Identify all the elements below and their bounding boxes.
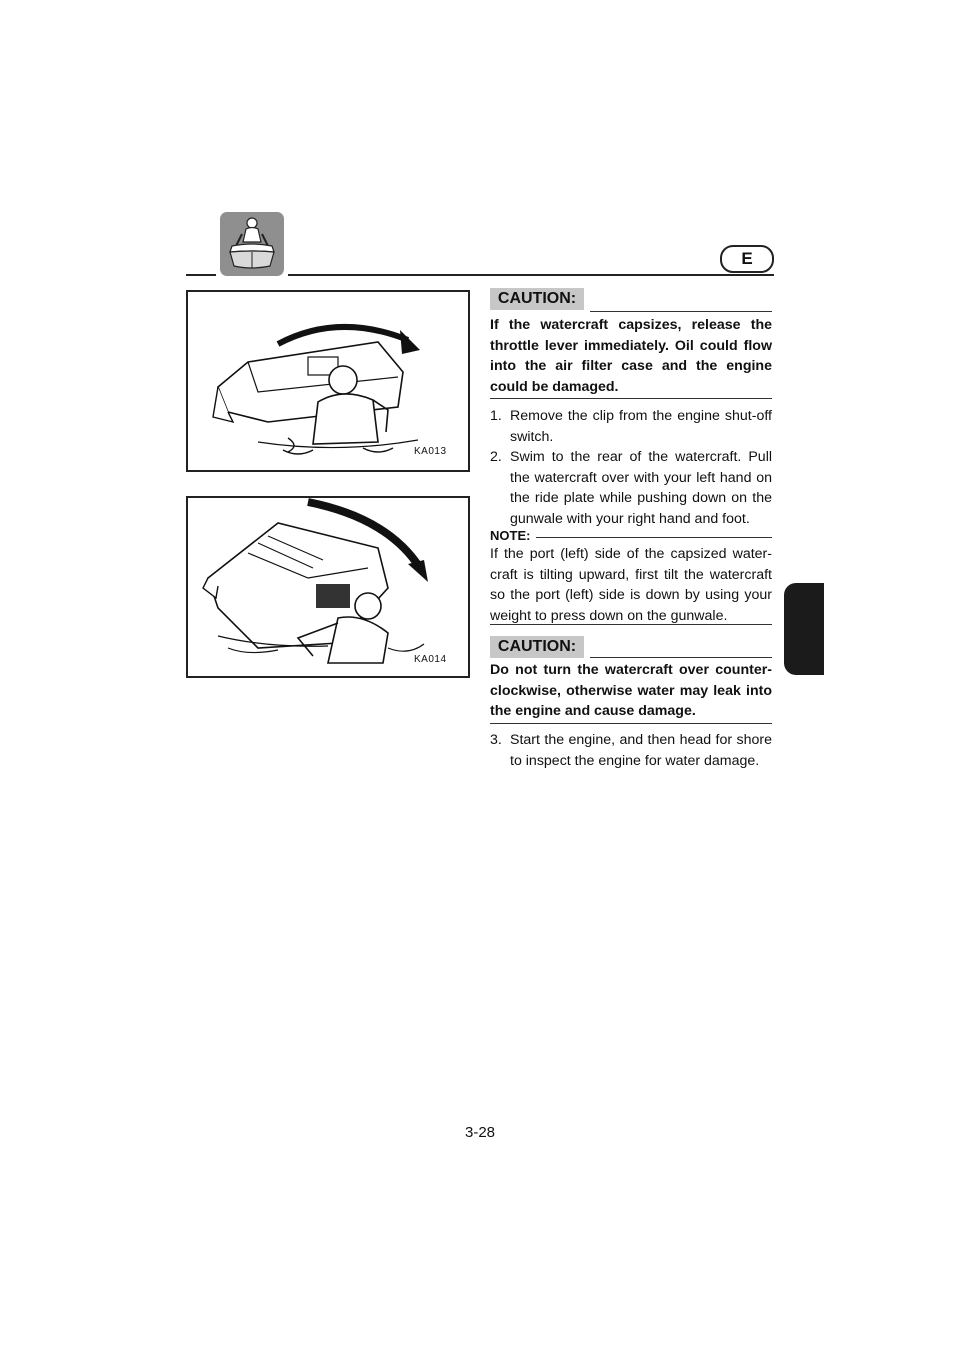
caution-rule	[590, 657, 772, 658]
note-label: NOTE:	[490, 528, 531, 543]
note-end-rule	[490, 624, 772, 625]
caution-text: Do not turn the watercraft over counter-clockwise, otherwise water may leak into the engine and cause damage.	[490, 662, 772, 719]
header-rule-right	[288, 274, 774, 276]
figure-capsized	[186, 290, 470, 472]
caution-text: If the watercraft capsizes, release the throttle lever immediately. Oil could flow into the air filter case and the engine could be damaged.	[490, 317, 772, 395]
header-rule-left	[186, 274, 216, 276]
caution-end-rule	[490, 398, 772, 399]
step-number: 1.	[490, 408, 502, 424]
step-text: Start the engine, and then head for shore to inspect the engine for water damage.	[510, 732, 772, 769]
language-badge: E	[720, 245, 774, 273]
figure-label: KA014	[414, 654, 447, 665]
caution-badge: CAUTION:	[490, 636, 584, 658]
note-rule	[536, 537, 772, 538]
caution-end-rule	[490, 723, 772, 724]
page-number: 3-28	[464, 1124, 496, 1141]
step-list	[490, 406, 772, 529]
caution-rule	[590, 311, 772, 312]
list-item	[490, 447, 772, 529]
step-list	[490, 730, 772, 771]
figure-label: KA013	[414, 446, 447, 457]
list-item	[490, 730, 772, 771]
step-text: Swim to the rear of the watercraft. Pull the watercraft over with your left hand on the ride plate while pushing down on the gunwale with your right hand and foot.	[510, 449, 772, 527]
personal-watercraft-rider-icon	[220, 212, 284, 276]
section-tab	[784, 583, 824, 675]
note-text: If the port (left) side of the capsized water-craft is tilting upward, first tilt the watercraft so the port (left) side is down by using your weight to press down on the gunwale.	[490, 546, 772, 624]
capsized-watercraft-rider-icon	[188, 292, 468, 470]
step-number: 2.	[490, 449, 502, 465]
step-text: Remove the clip from the engine shut-off switch.	[510, 408, 772, 445]
list-item	[490, 406, 772, 447]
figure-righting	[186, 496, 470, 678]
righting-watercraft-rider-icon	[188, 498, 468, 676]
caution-badge: CAUTION:	[490, 288, 584, 310]
step-number: 3.	[490, 732, 502, 748]
